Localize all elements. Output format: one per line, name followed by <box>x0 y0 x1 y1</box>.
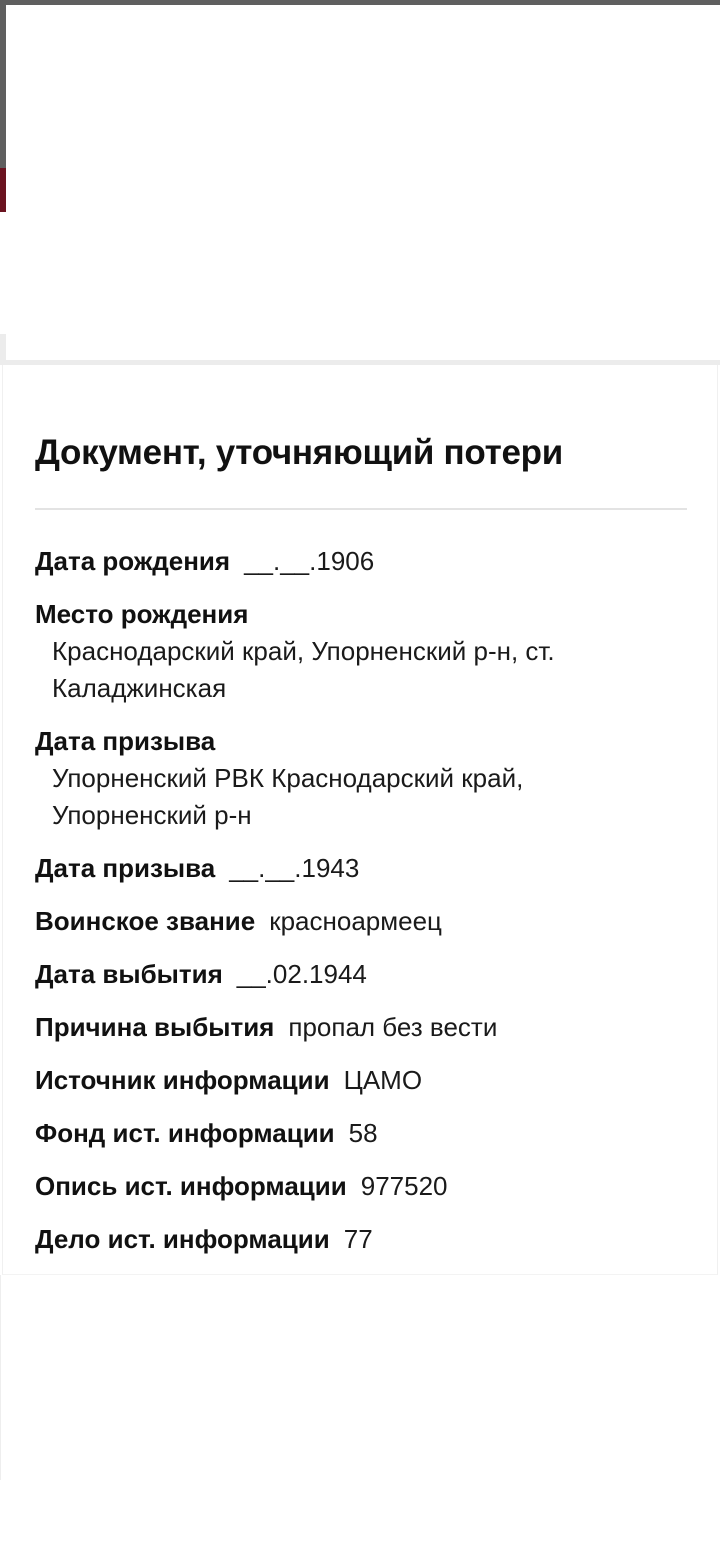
field-value: 77 <box>343 1224 373 1254</box>
field-row-draft-office <box>35 723 685 834</box>
field-value: __.__.1943 <box>229 853 360 883</box>
field-row-drop-reason <box>35 1009 685 1046</box>
field-value: ЦАМО <box>343 1065 423 1095</box>
field-value: __.02.1944 <box>236 959 367 989</box>
loss-document-card <box>2 365 718 1275</box>
card-title: Документ, уточняющий потери <box>35 433 563 472</box>
field-value: Упорненский РВК Краснодарский край, Упорненский р-н <box>52 763 524 830</box>
field-list <box>35 543 685 1274</box>
field-label: Дата выбытия <box>35 959 223 989</box>
page-footer-space <box>0 1275 720 1480</box>
blank-overlay-panel <box>6 5 720 360</box>
field-value: 58 <box>348 1118 378 1148</box>
field-label: Опись ист. информации <box>35 1171 347 1201</box>
field-row-drop-date <box>35 956 685 993</box>
field-label: Фонд ист. информации <box>35 1118 335 1148</box>
field-label: Воинское звание <box>35 906 256 936</box>
field-label: Дата призыва <box>35 853 216 883</box>
field-label: Дата рождения <box>35 546 231 576</box>
title-divider <box>35 508 687 510</box>
field-value: __.__.1906 <box>244 546 375 576</box>
field-row-case <box>35 1221 685 1258</box>
field-row-birth-date <box>35 543 685 580</box>
field-label: Дата призыва <box>35 726 216 756</box>
field-row-fond <box>35 1115 685 1152</box>
field-value: 977520 <box>360 1171 448 1201</box>
field-row-draft-date <box>35 850 685 887</box>
field-row-birth-place <box>35 596 685 707</box>
field-row-source <box>35 1062 685 1099</box>
field-value: пропал без вести <box>288 1012 498 1042</box>
field-label: Дело ист. информации <box>35 1224 330 1254</box>
field-label: Источник информации <box>35 1065 330 1095</box>
field-value: Краснодарский край, Упорненский р-н, ст. Каладжинская <box>52 636 555 703</box>
field-row-inventory <box>35 1168 685 1205</box>
field-value: красноармеец <box>269 906 442 936</box>
field-label: Место рождения <box>35 599 249 629</box>
field-label: Причина выбытия <box>35 1012 275 1042</box>
field-row-rank <box>35 903 685 940</box>
